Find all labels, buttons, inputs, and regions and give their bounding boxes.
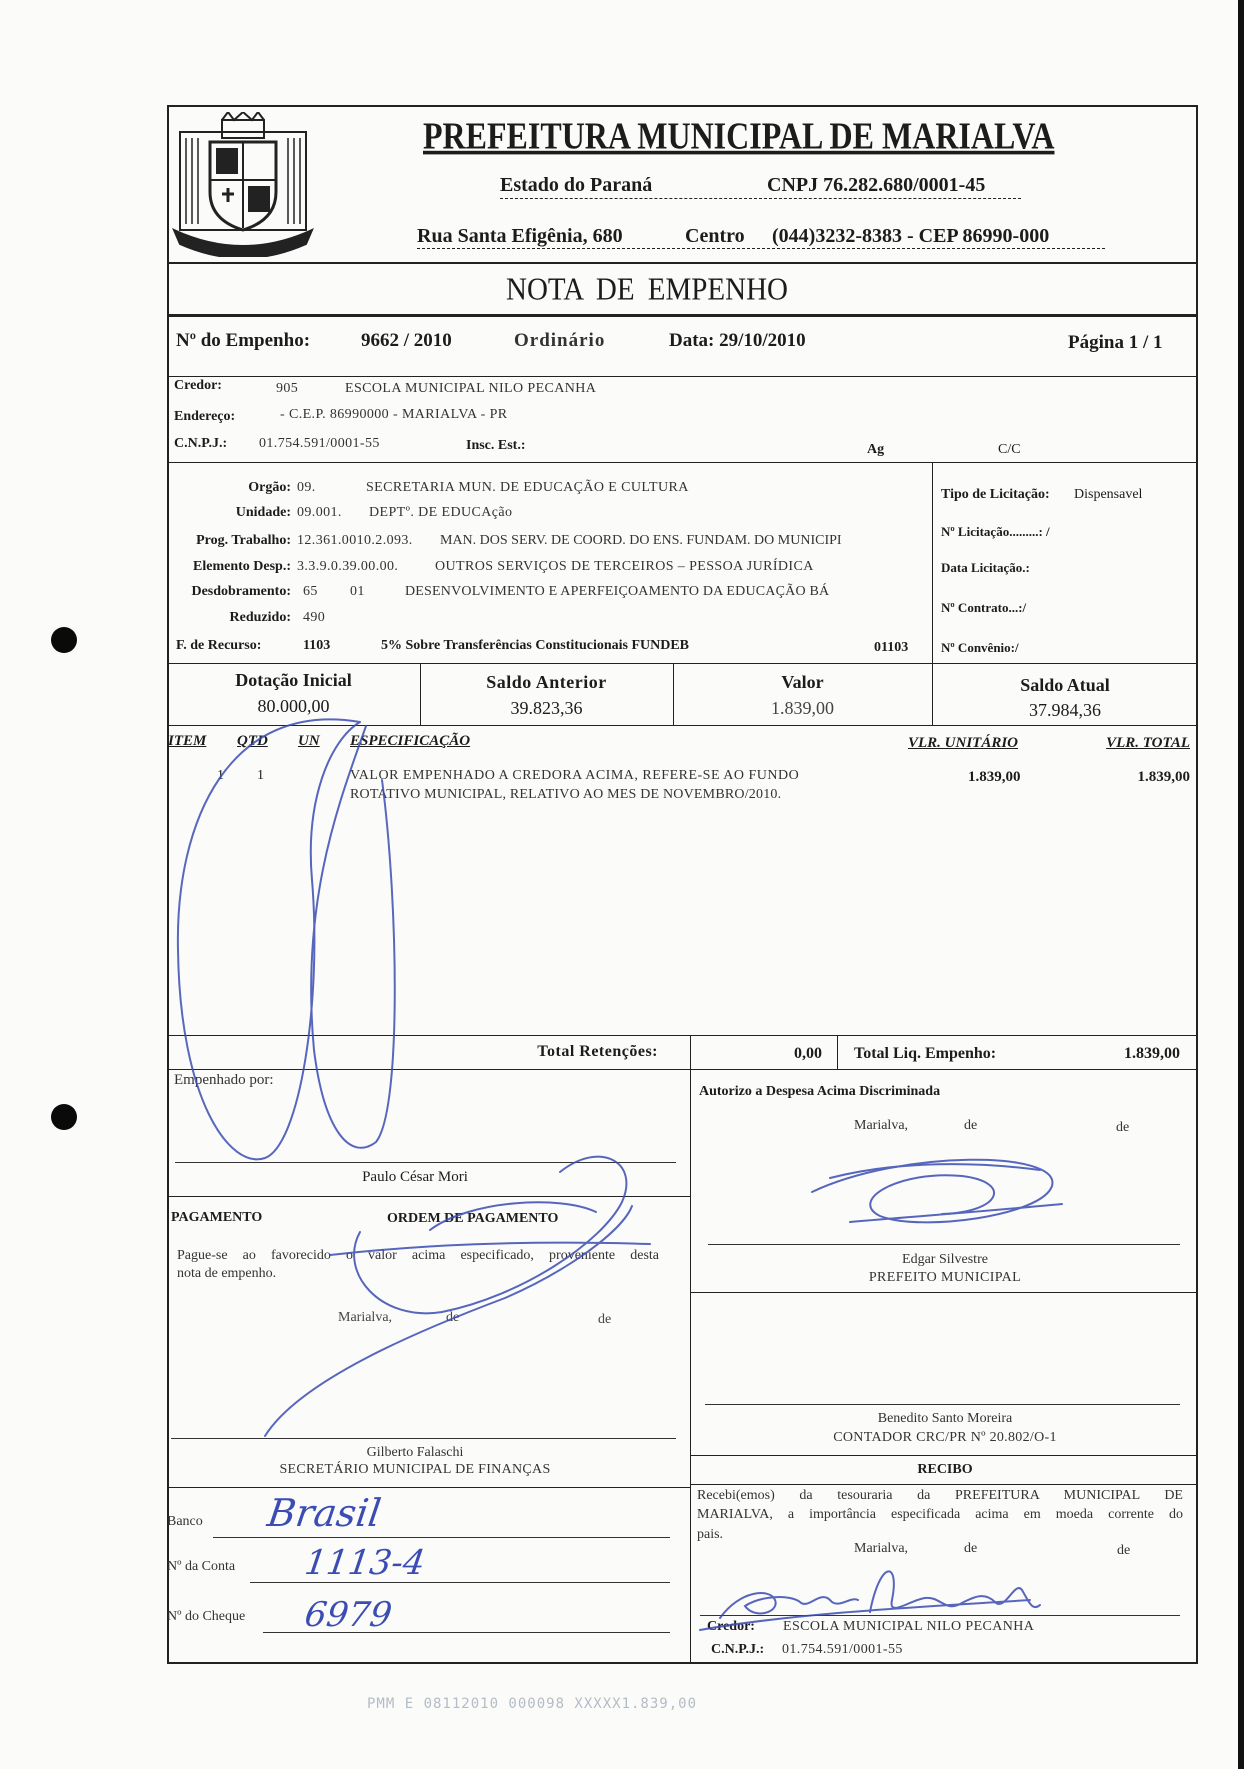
page-number: Página 1 / 1 <box>1068 332 1163 353</box>
orgao-desc: SECRETARIA MUN. DE EDUCAÇÃO E CULTURA <box>366 480 689 495</box>
recibo-place: Marialva, <box>854 1541 909 1556</box>
divider <box>167 1196 690 1197</box>
municipality-cnpj: CNPJ 76.282.680/0001-45 <box>767 174 986 196</box>
divider <box>167 1069 1198 1070</box>
retencoes-value: 0,00 <box>794 1045 822 1062</box>
ordem-pagamento-title: ORDEM DE PAGAMENTO <box>387 1211 559 1226</box>
saldo-atual-value: 37.984,36 <box>1029 700 1101 720</box>
col-spec: ESPECIFICAÇÃO <box>350 733 471 749</box>
recurso-label: F. de Recurso: <box>176 638 262 653</box>
cheque-label: Nº do Cheque <box>167 1609 246 1624</box>
recurso-desc: 5% Sobre Transferências Constitucionais FUNDEB <box>381 638 690 653</box>
pagamento-text: Pague-se ao favorecido o valor acima especificado, proveniente desta <box>177 1248 659 1263</box>
item-total-value: 1.839,00 <box>1137 769 1190 785</box>
empenhado-por-name: Paulo César Mori <box>362 1169 468 1185</box>
signature-line <box>700 1615 1180 1616</box>
divider <box>167 314 1198 317</box>
valor-value: 1.839,00 <box>771 698 834 718</box>
secretary-name: Gilberto Falaschi <box>366 1445 464 1460</box>
licitacao-number: Nº Licitação.........: / <box>941 524 1050 539</box>
liquido-value: 1.839,00 <box>1124 1045 1180 1062</box>
ag-label: Ag <box>867 442 885 457</box>
recibo-de: de <box>964 1541 978 1556</box>
divider <box>167 1487 690 1488</box>
saldo-anterior-label: Saldo Anterior <box>486 672 607 692</box>
insc-est-label: Insc. Est.: <box>466 438 526 453</box>
unidade-code: 09.001. <box>297 505 342 520</box>
elemento-desp-code: 3.3.9.0.39.00.00. <box>297 559 399 574</box>
col-unit-value: VLR. UNITÁRIO <box>908 735 1019 751</box>
orgao-code: 09. <box>297 480 316 495</box>
recibo-de: de <box>1117 1543 1131 1558</box>
contador-title: CONTADOR CRC/PR Nº 20.802/O-1 <box>833 1430 1057 1445</box>
prefeito-name: Edgar Silvestre <box>902 1252 988 1267</box>
recibo-cnpj-label: C.N.P.J.: <box>711 1642 765 1657</box>
prog-trabalho-desc: MAN. DOS SERV. DE COORD. DO ENS. FUNDAM. DO MUNICIPI <box>440 534 842 548</box>
credor-label: Credor: <box>174 378 222 393</box>
item-spec-line: VALOR EMPENHADO A CREDORA ACIMA, REFERE-SE AO FUNDO <box>350 768 800 783</box>
divider <box>167 462 1198 463</box>
pagamento-de: de <box>598 1312 612 1327</box>
empenho-number-label: Nº do Empenho: <box>176 330 311 351</box>
item-unit-value: 1.839,00 <box>968 769 1021 785</box>
recibo-text: pais. <box>697 1527 724 1542</box>
desdobramento-desc: DESENVOLVIMENTO E APERFEIÇOAMENTO DA EDUCAÇÃO BÁ <box>405 584 830 599</box>
divider <box>167 376 1198 377</box>
state-label: Estado do Paraná <box>500 174 653 196</box>
col-qtd: QTD <box>237 733 268 749</box>
autorizo-place: Marialva, <box>854 1118 909 1133</box>
document-title: NOTA DE EMPENHO <box>506 271 788 307</box>
elemento-desp-desc: OUTROS SERVIÇOS DE TERCEIROS – PESSOA JURÍDICA <box>435 559 814 574</box>
autorizo-de: de <box>1116 1120 1130 1135</box>
desdobramento-code: 65 <box>303 584 318 599</box>
signature-line <box>708 1244 1180 1245</box>
empenho-number: 9662 / 2010 <box>361 330 452 351</box>
prefeito-title: PREFEITO MUNICIPAL <box>868 1270 1022 1285</box>
account-value: 1113-4 <box>302 1543 428 1583</box>
address-phone-cep: (044)3232-8383 - CEP 86990-000 <box>772 225 1050 247</box>
col-un: UN <box>298 733 320 749</box>
convenio-number: Nº Convênio:/ <box>941 640 1019 655</box>
divider <box>167 262 1198 264</box>
licitacao-type: Dispensavel <box>1074 487 1143 502</box>
recibo-title: RECIBO <box>917 1462 973 1477</box>
reduzido-label: Reduzido: <box>229 610 291 625</box>
recurso-code2: 01103 <box>874 640 909 655</box>
recibo-text: MARIALVA, a importância especificada acima em moeda corrente do <box>697 1507 1183 1522</box>
prog-trabalho-code: 12.361.0010.2.093. <box>297 533 413 548</box>
col-total-value: VLR. TOTAL <box>1106 735 1190 751</box>
licitacao-date: Data Licitação.: <box>941 560 1030 575</box>
punch-hole <box>51 627 77 653</box>
reduzido-code: 490 <box>303 610 326 625</box>
divider <box>690 1292 1198 1293</box>
unidade-desc: DEPTº. DE EDUCAção <box>369 505 513 520</box>
retencoes-label: Total Retenções: <box>537 1043 658 1060</box>
saldo-atual-label: Saldo Atual <box>1020 675 1110 695</box>
saldo-anterior-value: 39.823,36 <box>510 698 583 718</box>
divider <box>167 663 1198 664</box>
credor-address: - C.E.P. 86990000 - MARIALVA - PR <box>280 407 508 422</box>
cheque-value: 6979 <box>302 1595 395 1635</box>
cc-label: C/C <box>998 442 1021 457</box>
header-underline <box>500 198 1021 199</box>
secretary-title: SECRETÁRIO MUNICIPAL DE FINANÇAS <box>279 1462 551 1477</box>
col-item: ITEM <box>168 733 207 749</box>
item-number: 1 <box>217 768 224 783</box>
empenho-date: Data: 29/10/2010 <box>669 330 806 351</box>
bank-authentication-stamp: PMM E 08112010 000098 XXXXX1.839,00 <box>367 1696 698 1712</box>
recibo-cnpj: 01.754.591/0001-55 <box>782 1642 903 1657</box>
prog-trabalho-label: Prog. Trabalho: <box>196 533 291 548</box>
address-street: Rua Santa Efigênia, 680 <box>417 225 623 247</box>
recibo-text: Recebi(emos) da tesouraria da PREFEITURA MUNICIPAL DE <box>697 1488 1183 1503</box>
pagamento-title: PAGAMENTO <box>171 1210 263 1225</box>
recurso-code: 1103 <box>303 638 331 653</box>
contador-name: Benedito Santo Moreira <box>877 1411 1013 1426</box>
valor-label: Valor <box>781 672 824 692</box>
bank-label: Banco <box>167 1514 203 1529</box>
credor-code: 905 <box>276 381 299 396</box>
address-label: Endereço: <box>174 409 236 424</box>
recibo-credor-name: ESCOLA MUNICIPAL NILO PECANHA <box>783 1619 1035 1634</box>
empenhado-por-label: Empenhado por: <box>174 1072 274 1088</box>
pagamento-text: nota de empenho. <box>177 1266 277 1281</box>
item-qtd: 1 <box>257 768 264 783</box>
coat-of-arms-icon <box>172 112 314 257</box>
elemento-desp-label: Elemento Desp.: <box>193 559 291 574</box>
scan-edge <box>1238 0 1244 1769</box>
dotacao-inicial-value: 80.000,00 <box>257 696 330 716</box>
municipality-title: PREFEITURA MUNICIPAL DE MARIALVA <box>423 113 1055 157</box>
empenho-type: Ordinário <box>514 330 606 351</box>
divider <box>167 1035 1198 1036</box>
orgao-label: Orgão: <box>248 480 291 495</box>
divider <box>690 1035 691 1664</box>
credor-name: ESCOLA MUNICIPAL NILO PECANHA <box>345 381 597 396</box>
account-label: Nº da Conta <box>167 1559 236 1574</box>
bank-value: Brasil <box>264 1491 384 1535</box>
licitacao-type-label: Tipo de Licitação: <box>941 487 1050 502</box>
address-district: Centro <box>685 225 745 247</box>
dotacao-inicial-label: Dotação Inicial <box>235 670 352 690</box>
item-spec-line: ROTATIVO MUNICIPAL, RELATIVO AO MES DE NOVEMBRO/2010. <box>350 787 782 802</box>
pagamento-de: de <box>446 1310 460 1325</box>
pagamento-place: Marialva, <box>338 1310 393 1325</box>
bank-field-line <box>213 1537 670 1538</box>
address-underline <box>417 248 1105 249</box>
autorizo-text: Autorizo a Despesa Acima Discriminada <box>699 1084 941 1099</box>
recibo-credor-label: Credor: <box>707 1619 755 1634</box>
punch-hole <box>51 1104 77 1130</box>
desdobramento-label: Desdobramento: <box>191 584 291 599</box>
cnpj-label: C.N.P.J.: <box>174 436 228 451</box>
signature-line <box>175 1162 676 1163</box>
signature-line <box>171 1438 676 1439</box>
divider <box>167 725 1198 726</box>
autorizo-de: de <box>964 1118 978 1133</box>
contrato-number: Nº Contrato...:/ <box>941 600 1027 615</box>
liquido-label: Total Liq. Empenho: <box>854 1045 997 1062</box>
divider <box>690 1484 1198 1485</box>
divider <box>837 1035 838 1069</box>
desdobramento-code2: 01 <box>350 584 365 599</box>
divider <box>932 462 933 663</box>
divider <box>690 1455 1198 1456</box>
signature-line <box>705 1404 1180 1405</box>
unidade-label: Unidade: <box>235 505 291 520</box>
credor-cnpj: 01.754.591/0001-55 <box>259 436 380 451</box>
